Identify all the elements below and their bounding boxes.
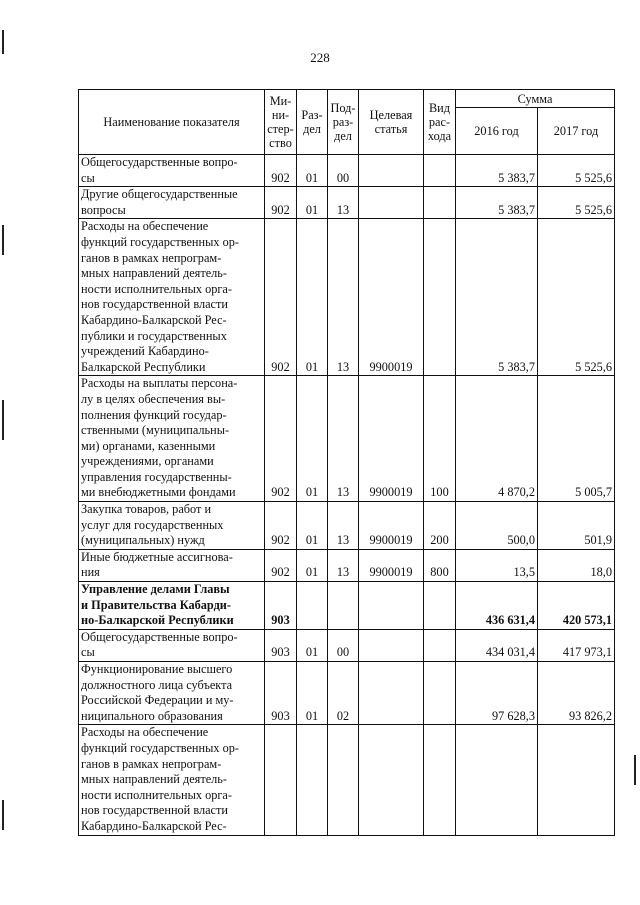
row-sum-2017 [538,725,615,835]
table-body [79,155,615,836]
row-expense-type: 800 [424,549,456,581]
page-number: 228 [310,50,330,65]
row-name: Расходы на обеспечение функций государственных ор- ганов в рамках непрограм- мных направлений деятель- ности исполнительных орга- нов государственной власти Кабардино-Балкарской Рес- публики и государственных учреждений Кабардино- Балкарской Республики [79,219,265,376]
row-ministry [265,725,297,835]
row-target [359,629,424,661]
row-name: Иные бюджетные ассигнова- ния [79,549,265,581]
row-subsection: 13 [328,502,359,550]
binding-mark [2,225,4,255]
table-row [79,376,615,502]
row-sum-2017: 420 573,1 [538,582,615,630]
header-ministry: Ми- ни- стер- ство [265,90,297,155]
row-name: Расходы на обеспечение функций государственных ор- ганов в рамках непрограм- мных направлений деятель- ности исполнительных орга- нов государственной власти Кабардино-Балкарской Рес- [79,725,265,835]
table-row [79,582,615,630]
table-row [79,187,615,219]
row-expense-type [424,219,456,376]
row-subsection [328,725,359,835]
row-sum-2016: 13,5 [456,549,538,581]
table-row [79,549,615,581]
row-target [359,187,424,219]
row-expense-type [424,155,456,187]
row-ministry: 902 [265,502,297,550]
row-sum-2017: 501,9 [538,502,615,550]
budget-table [78,89,615,836]
row-ministry: 902 [265,187,297,219]
row-ministry: 902 [265,376,297,502]
row-sum-2017: 5 525,6 [538,155,615,187]
row-target [359,662,424,725]
row-expense-type: 200 [424,502,456,550]
row-sum-2017: 5 525,6 [538,187,615,219]
binding-mark [2,400,4,440]
row-sum-2016: 5 383,7 [456,155,538,187]
header-year-2016: 2016 год [456,108,538,155]
row-name: Общегосударственные вопро- сы [79,629,265,661]
row-name: Закупка товаров, работ и услуг для государственных (муниципальных) нужд [79,502,265,550]
row-sum-2016: 5 383,7 [456,219,538,376]
row-section: 01 [297,187,328,219]
row-expense-type [424,662,456,725]
row-target: 9900019 [359,502,424,550]
row-name: Расходы на выплаты персона- лу в целях обеспечения вы- полнения функций государ- ственными (муниципальны- ми) органами, казенными учреждениями, органами управления государственны- ми внебюджетными фондами [79,376,265,502]
row-subsection: 13 [328,376,359,502]
row-section [297,725,328,835]
header-year-2017: 2017 год [538,108,615,155]
row-sum-2017: 417 973,1 [538,629,615,661]
row-ministry: 902 [265,549,297,581]
row-section: 01 [297,219,328,376]
row-ministry: 903 [265,629,297,661]
row-subsection: 13 [328,549,359,581]
row-name: Другие общегосударственные вопросы [79,187,265,219]
row-ministry: 902 [265,219,297,376]
row-sum-2016: 97 628,3 [456,662,538,725]
row-expense-type: 100 [424,376,456,502]
row-target: 9900019 [359,549,424,581]
row-section: 01 [297,549,328,581]
row-expense-type [424,725,456,835]
table-row [79,219,615,376]
header-expense-type: Вид рас- хода [424,90,456,155]
row-subsection: 00 [328,155,359,187]
row-subsection: 00 [328,629,359,661]
row-section [297,582,328,630]
row-subsection: 13 [328,187,359,219]
row-sum-2016 [456,725,538,835]
row-subsection: 13 [328,219,359,376]
row-target [359,155,424,187]
table-row [79,662,615,725]
row-target: 9900019 [359,219,424,376]
row-sum-2017: 18,0 [538,549,615,581]
header-target: Целевая статья [359,90,424,155]
binding-mark [2,800,4,830]
header-subsection: Под- раз- дел [328,90,359,155]
row-ministry: 903 [265,582,297,630]
row-expense-type [424,187,456,219]
row-expense-type [424,629,456,661]
row-ministry: 902 [265,155,297,187]
row-name: Общегосударственные вопро- сы [79,155,265,187]
row-target [359,725,424,835]
binding-mark [634,755,636,785]
row-ministry: 903 [265,662,297,725]
row-sum-2017: 5 525,6 [538,219,615,376]
header-name: Наименование показателя [79,90,265,155]
row-expense-type [424,582,456,630]
table-row [79,155,615,187]
table-header [79,90,615,155]
row-section: 01 [297,155,328,187]
table-row [79,629,615,661]
row-sum-2017: 93 826,2 [538,662,615,725]
row-sum-2016: 500,0 [456,502,538,550]
header-section: Раз- дел [297,90,328,155]
row-section: 01 [297,662,328,725]
row-subsection [328,582,359,630]
row-sum-2016: 4 870,2 [456,376,538,502]
row-subsection: 02 [328,662,359,725]
row-section: 01 [297,376,328,502]
table-row [79,502,615,550]
table-row [79,725,615,835]
row-sum-2016: 436 631,4 [456,582,538,630]
row-name: Управление делами Главы и Правительства Кабарди- но-Балкарской Республики [79,582,265,630]
binding-mark [2,30,4,54]
row-section: 01 [297,502,328,550]
row-target [359,582,424,630]
header-sum: Сумма [456,90,615,108]
row-target: 9900019 [359,376,424,502]
row-name: Функционирование высшего должностного лица субъекта Российской Федерации и му- ниципального образования [79,662,265,725]
row-section: 01 [297,629,328,661]
row-sum-2016: 434 031,4 [456,629,538,661]
row-sum-2016: 5 383,7 [456,187,538,219]
row-sum-2017: 5 005,7 [538,376,615,502]
